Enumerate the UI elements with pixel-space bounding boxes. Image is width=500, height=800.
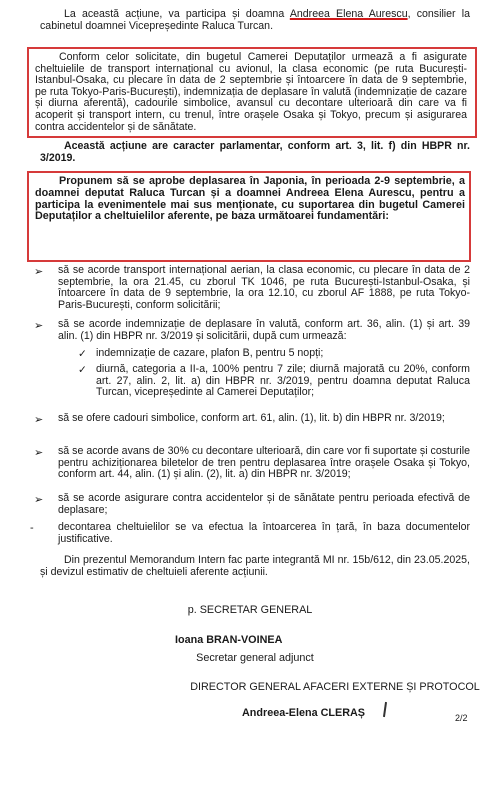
intro-text-after: , consilier la cabinetul doamnei Vicepreședinte Raluca Turcan. [40, 8, 470, 32]
bullet-indemnization: să se acorde indemnizație de deplasare în valută, conform art. 36, alin. (1) și art. 39 alin. (1) din HBPR nr. 3/2019 și solicitării, după cum urmează: [58, 318, 470, 342]
highlighted-name: Andreea Elena Aurescu [289, 8, 408, 20]
parliamentary-character-paragraph: Această acțiune are caracter parlamentar, conform art. 3, lit. f) din HBPR nr. 3/2019. [40, 140, 470, 164]
arrow-bullet-icon: ➢ [34, 320, 44, 332]
signatory-title-1: Secretar general adjunct [196, 652, 314, 664]
check-bullet-icon: ✓ [78, 348, 87, 360]
page-number: 2/2 [455, 713, 468, 723]
arrow-bullet-icon: ➢ [34, 447, 44, 459]
arrow-bullet-icon: ➢ [34, 266, 44, 278]
sub-bullet-per-diem: diurnă, categoria a II-a, 100% pentru 7 zile; diurnă majorată cu 20%, conform art. 27, alin. 2, lit. a) din HBPR nr. 3/2019, pentru doamna deputat Raluca Turcan, vicepreședinte al Camerei Deputaților; [96, 363, 470, 399]
proposal-paragraph: Propunem să se aprobe deplasarea în Japonia, în perioada 2-9 septembrie, a doamnei deputat Raluca Turcan și a doamnei Andreea Elena Aurescu, pentru a participa la evenimentele mai sus menționate, cu suportarea din bugetul Camerei Deputaților a cheltuielilor aferente, pe baza următoarei fundamentări: [35, 175, 465, 223]
signatory-name-2: Andreea-Elena CLERAȘ [242, 707, 365, 719]
director-title: DIRECTOR GENERAL AFACERI EXTERNE ȘI PROTOCOL [190, 681, 480, 693]
bullet-insurance: să se acorde asigurare contra accidentelor și de sănătate pentru perioada efectivă de deplasare; [58, 492, 470, 516]
arrow-bullet-icon: ➢ [34, 494, 44, 506]
p-secretar-general: p. SECRETAR GENERAL [187, 604, 313, 616]
bullet-transport: să se acorde transport internațional aerian, la clasa economic, cu plecare în data de 2 septembrie, la ora 21.45, cu zborul TK 1046, pe ruta București-Istanbul-Osaka, și întoarcere în data de 9 septembrie, la ora 12.10, cu zborul AF 1888, pe ruta Tokyo-Paris-București, conform solicitării; [58, 264, 470, 311]
intro-paragraph [40, 9, 470, 32]
intro-text-before: La această acțiune, va participa și doamna [64, 8, 290, 20]
handwritten-mark [383, 702, 387, 717]
bullet-advance: să se acorde avans de 30% cu decontare ulterioară, din care vor fi suportate și costurile pentru achiziționarea biletelor de tren pentru deplasarea între orașele Osaka și Tokyo, conform art. 44, alin. (1) și alin. (2), lit. a) din HBPR nr. 3/2019; [58, 445, 470, 481]
costs-paragraph: Conform celor solicitate, din bugetul Camerei Deputaților urmează a fi asigurate cheltuielile de transport internațional cu avionul, la clasa economic (pe ruta București-Istanbul-Osaka, cu plecare în data de 2 septembrie și întoarcere în data de 9 septembrie, pe ruta Tokyo-Paris-București), indemnizația de deplasare în valută (indemnizație de cazare și diurna aferentă), cadourile simbolice, avansul cu decontare ulterioară din care va fi acoperit și transport intern, cu trenul, între orașele Osaka și Tokyo, precum și asigurarea contra accidentelor și de sănătate. [35, 51, 467, 133]
signatory-name-1: Ioana BRAN-VOINEA [175, 634, 283, 646]
sub-bullet-lodging: indemnizație de cazare, plafon B, pentru 5 nopți; [96, 347, 324, 359]
bullet-settlement: decontarea cheltuielilor se va efectua la întoarcerea în țară, în baza documentelor justificative. [58, 521, 470, 545]
dash-bullet-icon: - [30, 522, 34, 534]
bullet-gifts: să se ofere cadouri simbolice, conform art. 61, alin. (1), lit. b) din HBPR nr. 3/2019; [58, 412, 445, 424]
closing-paragraph: Din prezentul Memorandum Intern fac parte integrantă MI nr. 15b/612, din 23.05.2025, și devizul estimativ de cheltuieli aferente acțiunii. [40, 554, 470, 578]
arrow-bullet-icon: ➢ [34, 414, 44, 426]
check-bullet-icon: ✓ [78, 364, 87, 376]
